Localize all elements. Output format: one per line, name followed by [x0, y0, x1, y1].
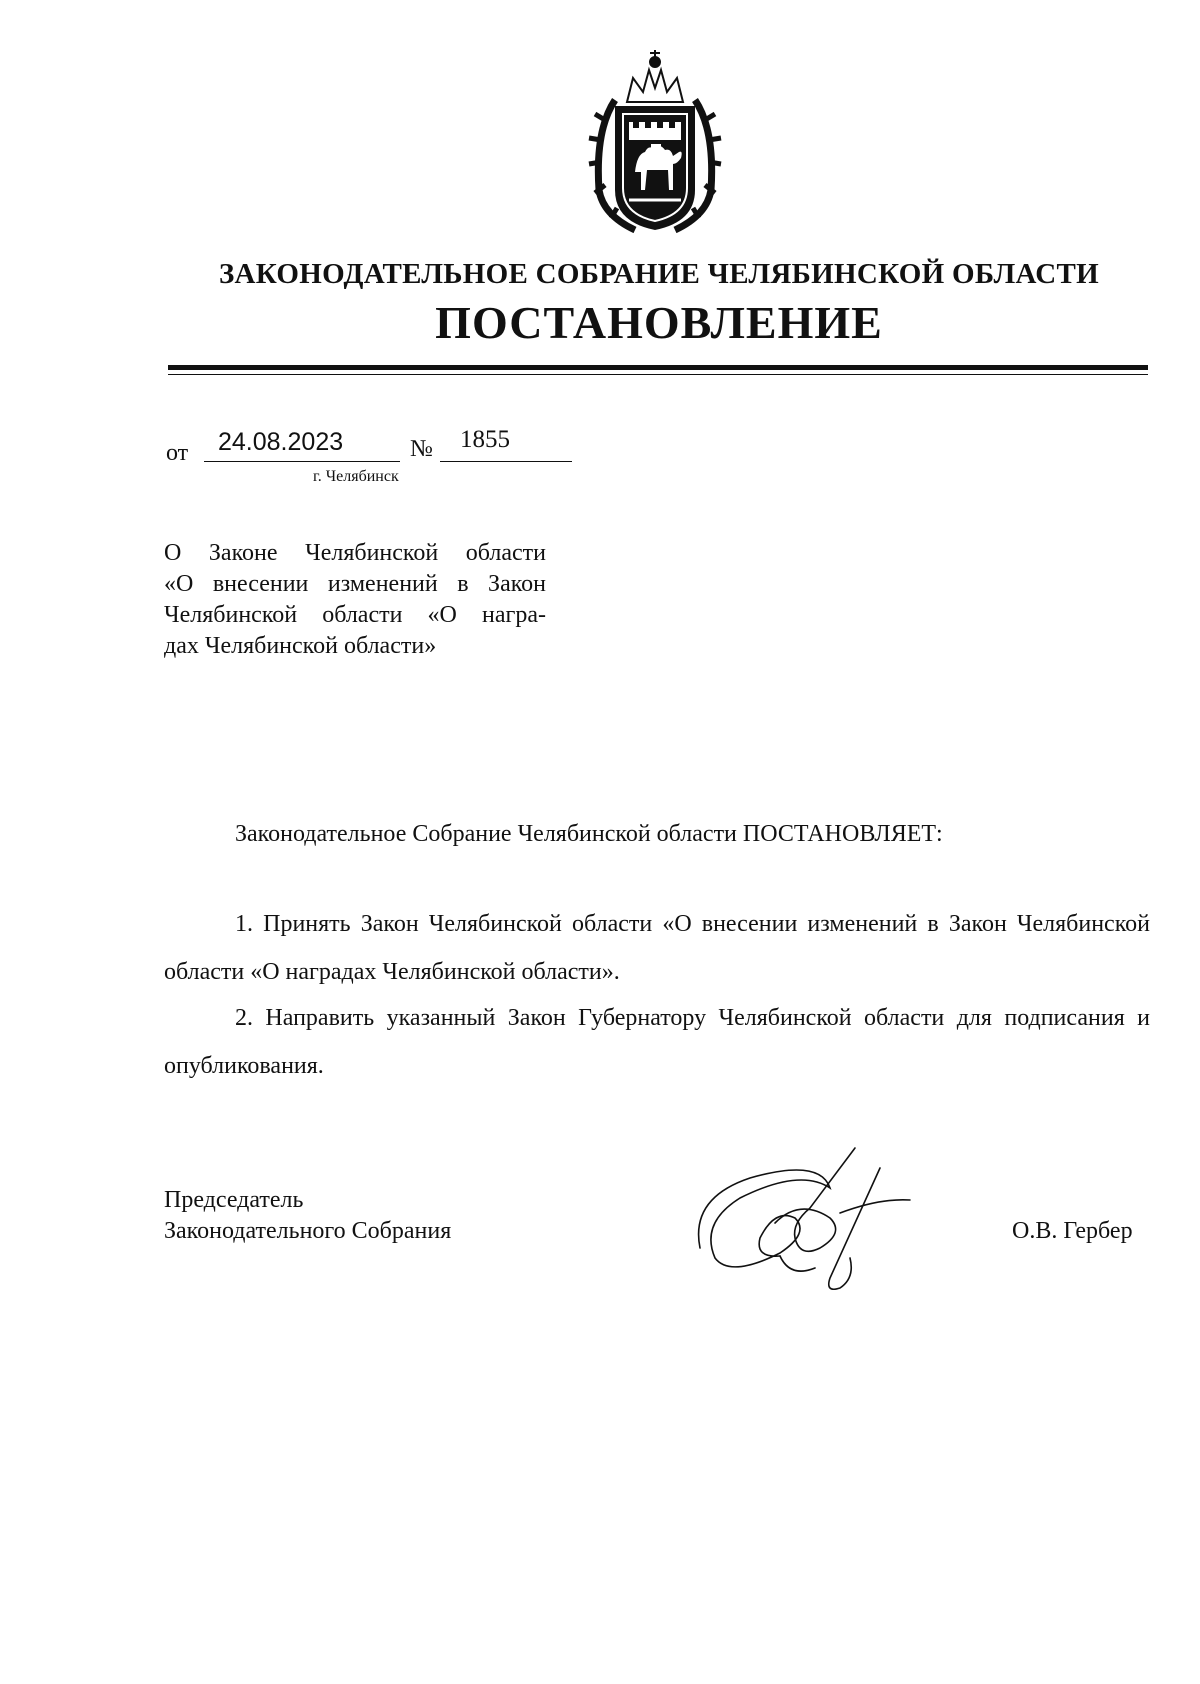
organization-name: ЗАКОНОДАТЕЛЬНОЕ СОБРАНИЕ ЧЕЛЯБИНСКОЙ ОБЛАСТИ: [218, 258, 1100, 290]
subject-line: О Законе Челябинской области: [164, 540, 546, 566]
subject-line: «О внесении изменений в Закон: [164, 571, 546, 597]
signatory-title-line: Председатель: [164, 1187, 304, 1213]
resolution-item-text: 2. Направить указанный Закон Губернатору Челябинской области для подписания и опубликования.: [164, 1005, 1150, 1079]
number-underline: [440, 461, 572, 462]
signatory-name: О.В. Гербер: [1012, 1218, 1133, 1244]
header-rule-thin: [168, 374, 1148, 375]
date-prefix: от: [166, 440, 189, 466]
city-label: г. Челябинск: [313, 468, 399, 485]
date-underline: [204, 461, 400, 462]
document-subject: [164, 538, 546, 662]
signatory-title-line: Законодательного Собрания: [164, 1218, 452, 1244]
subject-line: Челябинской области «О награ-: [164, 602, 546, 628]
resolution-item: [164, 994, 1150, 1090]
subject-line: дах Челябинской области»: [164, 633, 437, 659]
coat-of-arms-icon: [575, 40, 735, 240]
document-type-title: ПОСТАНОВЛЕНИЕ: [435, 297, 883, 348]
resolution-item-text: 1. Принять Закон Челябинской области «О внесении изменений в Закон Челябинской области «О наградах Челябинской области».: [164, 911, 1150, 985]
document-date: 24.08.2023: [218, 428, 344, 456]
number-sign: №: [410, 436, 433, 462]
document-number: 1855: [460, 426, 510, 453]
resolution-preamble: Законодательное Собрание Челябинской области ПОСТАНОВЛЯЕТ:: [235, 821, 943, 847]
header-rule-thick: [168, 365, 1148, 370]
handwritten-signature: [680, 1138, 950, 1298]
resolution-item: [164, 900, 1150, 996]
